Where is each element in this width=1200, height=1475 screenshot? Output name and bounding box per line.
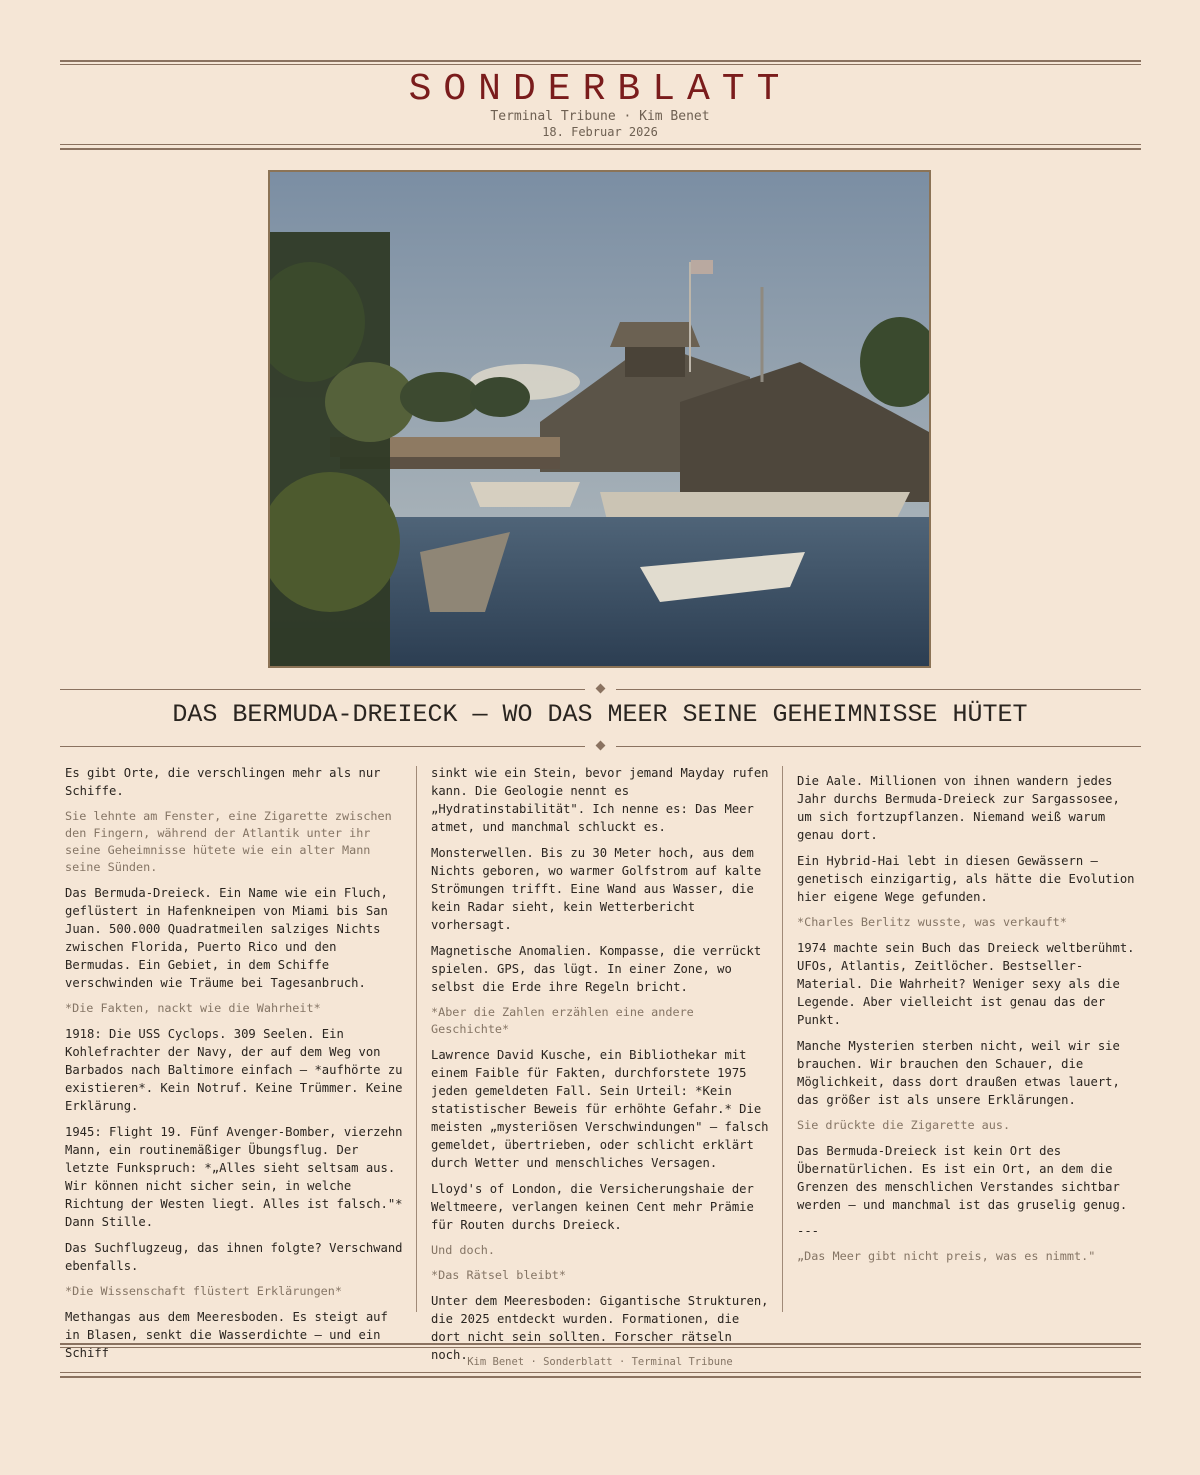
article-paragraph: Es gibt Orte, die verschlingen mehr als nur Schiffe.: [65, 766, 381, 798]
footer-text: Kim Benet · Sonderblatt · Terminal Tribune: [467, 1356, 733, 1368]
article-paragraph: Lawrence David Kusche, ein Bibliothekar mit einem Faible für Fakten, durchforstete 1975 jeden gemeldeten Fall. Sein Urteil: *Kein statistischer Beweis für erhöhte Gefahr.* Die meisten „mysteriösen Verschwindungen" — falsch gemeldet, übertrieben, oder schlicht erklärt durch Wetter und menschliches Versagen.: [431, 1048, 769, 1170]
article-paragraph: *Das Rätsel bleibt*: [431, 1268, 566, 1282]
column-divider-1: [416, 766, 417, 1312]
headline-top-rule-right: [616, 689, 1141, 690]
masthead-bottom-rule-thin: [60, 144, 1141, 145]
masthead-title: SONDERBLATT: [408, 68, 792, 111]
headline-bottom-rule-left: [60, 746, 585, 747]
article-paragraph: 1945: Flight 19. Fünf Avenger-Bomber, vierzehn Mann, ein routinemäßiger Übungsflug. Der letzte Funkspruch: *„Alles sieht seltsam aus. Wir können nicht sicher sein, in welche Richtung der Westen liegt. Alles ist falsch."* Dann Stille.: [65, 1125, 403, 1229]
article-paragraph: 1918: Die USS Cyclops. 309 Seelen. Ein Kohlefrachter der Navy, der auf dem Weg von Barbados nach Baltimore einfach — *aufhörte zu existieren*. Kein Notruf. Keine Trümmer. Keine Erklärung.: [65, 1027, 403, 1113]
article-paragraph: Sie drückte die Zigarette aus.: [797, 1118, 1011, 1132]
column-divider-2: [782, 766, 783, 1312]
article-paragraph: Lloyd's of London, die Versicherungshaie der Weltmeere, verlangen keinen Cent mehr Prämie für Routen durchs Dreieck.: [431, 1182, 754, 1232]
article-paragraph: Methangas aus dem Meeresboden. Es steigt auf in Blasen, senkt die Wasserdichte — und ein Schiff: [65, 1310, 388, 1360]
article-paragraph: *Aber die Zahlen erzählen eine andere Geschichte*: [431, 1005, 694, 1036]
article-paragraph: Monsterwellen. Bis zu 30 Meter hoch, aus dem Nichts geboren, wo warmer Golfstrom auf kalte Strömungen trifft. Eine Wand aus Wasser, die kein Radar sieht, kein Wetterbericht vorhersagt.: [431, 846, 762, 932]
article-paragraph: ---: [797, 1224, 820, 1238]
masthead-top-rule-thin: [60, 64, 1141, 65]
article-column-1: [65, 764, 405, 1370]
article-paragraph: 1974 machte sein Buch das Dreieck weltberühmt. UFOs, Atlantis, Zeitlöcher. Bestseller-Material. Die Wahrheit? Weniger sexy als die Legende. Aber vielleicht ist genau das der Punkt.: [797, 941, 1135, 1027]
masthead-top-rule: [60, 60, 1141, 62]
article-paragraph: Die Aale. Millionen von ihnen wandern jedes Jahr durchs Bermuda-Dreieck zur Sargassosee, um sich fortzupflanzen. Niemand weiß warum genau dort.: [797, 774, 1120, 842]
article-paragraph: Ein Hybrid-Hai lebt in diesen Gewässern — genetisch einzigartig, als hätte die Evolution hier eigene Wege gefunden.: [797, 854, 1135, 904]
footer-bottom-rule: [60, 1376, 1141, 1378]
article-column-2: [431, 764, 771, 1372]
article-paragraph: „Das Meer gibt nicht preis, was es nimmt.": [797, 1249, 1096, 1263]
article-paragraph: Unter dem Meeresboden: Gigantische Strukturen, die 2025 entdeckt wurden. Formationen, die dort nicht sein sollten. Forscher rätseln noch.: [431, 1294, 769, 1362]
footer-bottom-rule-thin: [60, 1372, 1141, 1373]
article-paragraph: *Die Wissenschaft flüstert Erklärungen*: [65, 1284, 342, 1298]
headline-bottom-rule-right: [616, 746, 1141, 747]
harbor-photo-illustration: [270, 172, 929, 666]
article-paragraph: Das Bermuda-Dreieck. Ein Name wie ein Fluch, geflüstert in Hafenkneipen von Miami bis San Juan. 500.000 Quadratmeilen salziges Nichts zwischen Florida, Puerto Rico und den Bermudas. Ein Gebiet, in dem Schiffe verschwinden wie Träume bei Tagesanbruch.: [65, 886, 388, 990]
masthead-date: 18. Februar 2026: [542, 125, 658, 139]
footer-top-rule-thin: [60, 1347, 1141, 1348]
article-paragraph: Das Bermuda-Dreieck ist kein Ort des Übernatürlichen. Es ist ein Ort, an dem die Grenzen des menschlichen Verstandes sichtbar werden — und manchmal ist das gruselig genug.: [797, 1144, 1128, 1212]
article-paragraph: Und doch.: [431, 1243, 495, 1257]
article-paragraph: Manche Mysterien sterben nicht, weil wir sie brauchen. Wir brauchen den Schauer, die Möglichkeit, dass dort draußen etwas lauert, das größer ist als unsere Erklärungen.: [797, 1039, 1120, 1107]
article-column-3: [797, 772, 1137, 1273]
footer-top-rule: [60, 1343, 1141, 1345]
headline-top-rule-left: [60, 689, 585, 690]
article-paragraph: *Charles Berlitz wusste, was verkauft*: [797, 915, 1067, 929]
article-paragraph: sinkt wie ein Stein, bevor jemand Mayday rufen kann. Die Geologie nennt es „Hydratinstabilität". Ich nenne es: Das Meer atmet, und manchmal schluckt es.: [431, 766, 769, 834]
headline-bottom-diamond: [596, 741, 606, 751]
article-paragraph: Das Suchflugzeug, das ihnen folgte? Verschwand ebenfalls.: [65, 1241, 403, 1273]
masthead-subtitle: Terminal Tribune · Kim Benet: [490, 109, 710, 124]
harbor-photo: [268, 170, 931, 668]
article-paragraph: *Die Fakten, nackt wie die Wahrheit*: [65, 1001, 321, 1015]
article-paragraph: Sie lehnte am Fenster, eine Zigarette zwischen den Fingern, während der Atlantik unter ihr seine Geheimnisse hütete wie ein alter Mann seine Sünden.: [65, 809, 392, 874]
article-paragraph: Magnetische Anomalien. Kompasse, die verrückt spielen. GPS, das lügt. In einer Zone, wo selbst die Erde ihre Regeln bricht.: [431, 944, 762, 994]
masthead-bottom-rule: [60, 148, 1141, 150]
headline-top-diamond: [596, 684, 606, 694]
article-headline: DAS BERMUDA-DREIECK — WO DAS MEER SEINE GEHEIMNISSE HÜTET: [172, 700, 1028, 729]
